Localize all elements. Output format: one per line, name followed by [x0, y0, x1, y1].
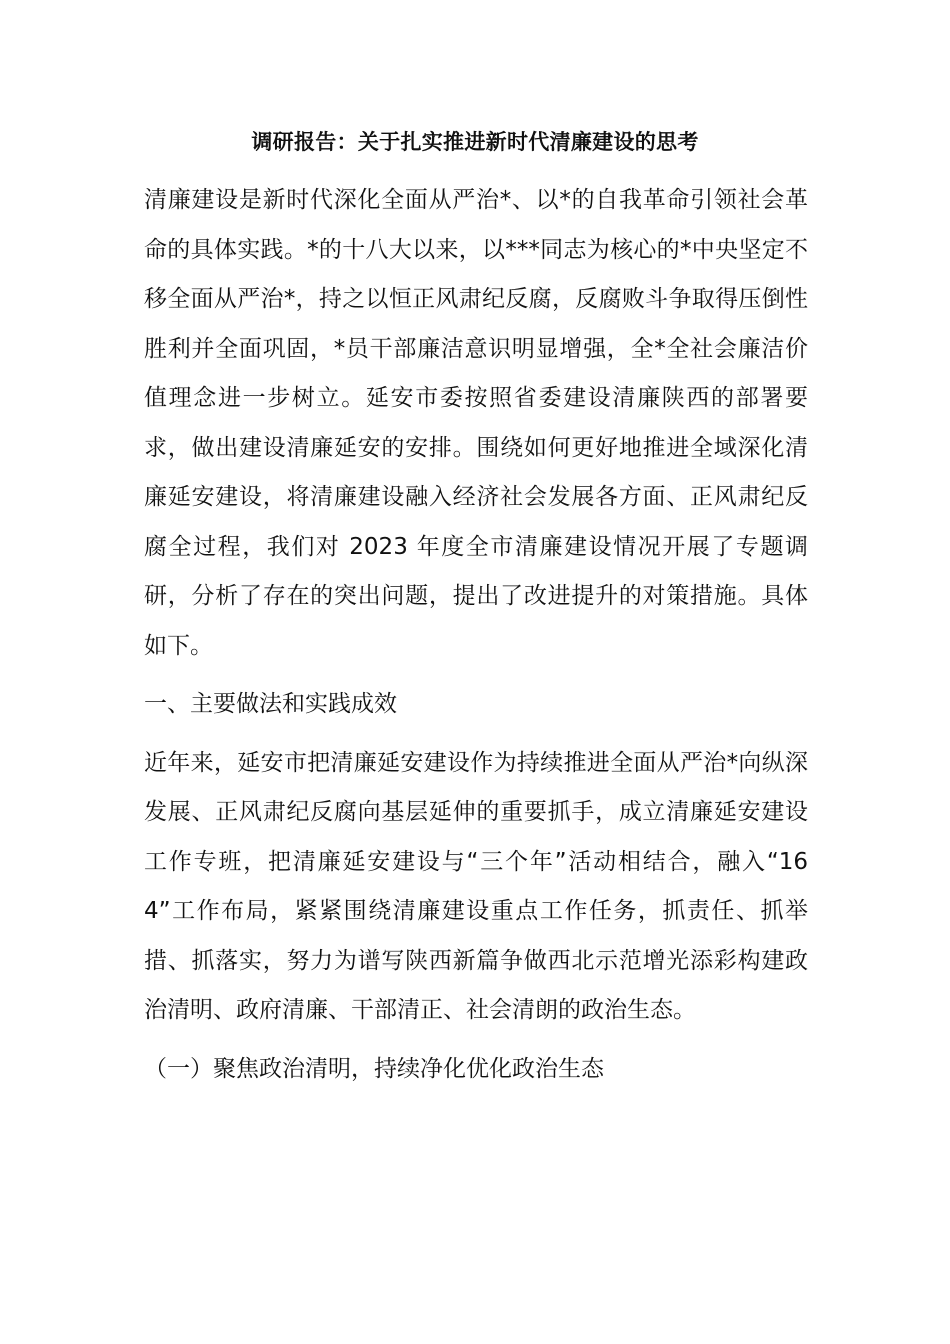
- paragraph-gap: [144, 1036, 808, 1045]
- document-title: 调研报告：关于扎实推进新时代清廉建设的思考: [251, 130, 699, 154]
- document-body: [144, 176, 808, 1094]
- paragraph-gap: [144, 671, 808, 680]
- section-1-heading: 一、主要做法和实践成效: [144, 691, 397, 717]
- paragraph-gap: [144, 730, 808, 739]
- intro-paragraph: 清廉建设是新时代深化全面从严治*、以*的自我革命引领社会革命的具体实践。*的十八大以来，以***同志为核心的*中央坚定不移全面从严治*，持之以恒正风肃纪反腐，反腐败斗争取得压倒性胜利并全面巩固，*员干部廉洁意识明显增强，全*全社会廉洁价值理念进一步树立。延安市委按照省委建设清廉陕西的部署要求，做出建设清廉延安的安排。围绕如何更好地推进全域深化清廉延安建设，将清廉建设融入经济社会发展各方面、正风肃纪反腐全过程，我们对 2023 年度全市清廉建设情况开展了专题调研，分析了存在的突出问题，提出了改进提升的对策措施。具体如下。: [144, 187, 808, 659]
- section-1-paragraph: 近年来，延安市把清廉延安建设作为持续推进全面从严治*向纵深发展、正风肃纪反腐向基层延伸的重要抓手，成立清廉延安建设工作专班，把清廉延安建设与“三个年”活动相结合，融入“164”工作布局，紧紧围绕清廉建设重点工作任务，抓责任、抓举措、抓落实，努力为谱写陕西新篇争做西北示范增光添彩构建政治清明、政府清廉、干部清正、社会清朗的政治生态。: [144, 749, 808, 1023]
- subsection-1-heading: （一）聚焦政治清明，持续净化优化政治生态: [144, 1055, 604, 1082]
